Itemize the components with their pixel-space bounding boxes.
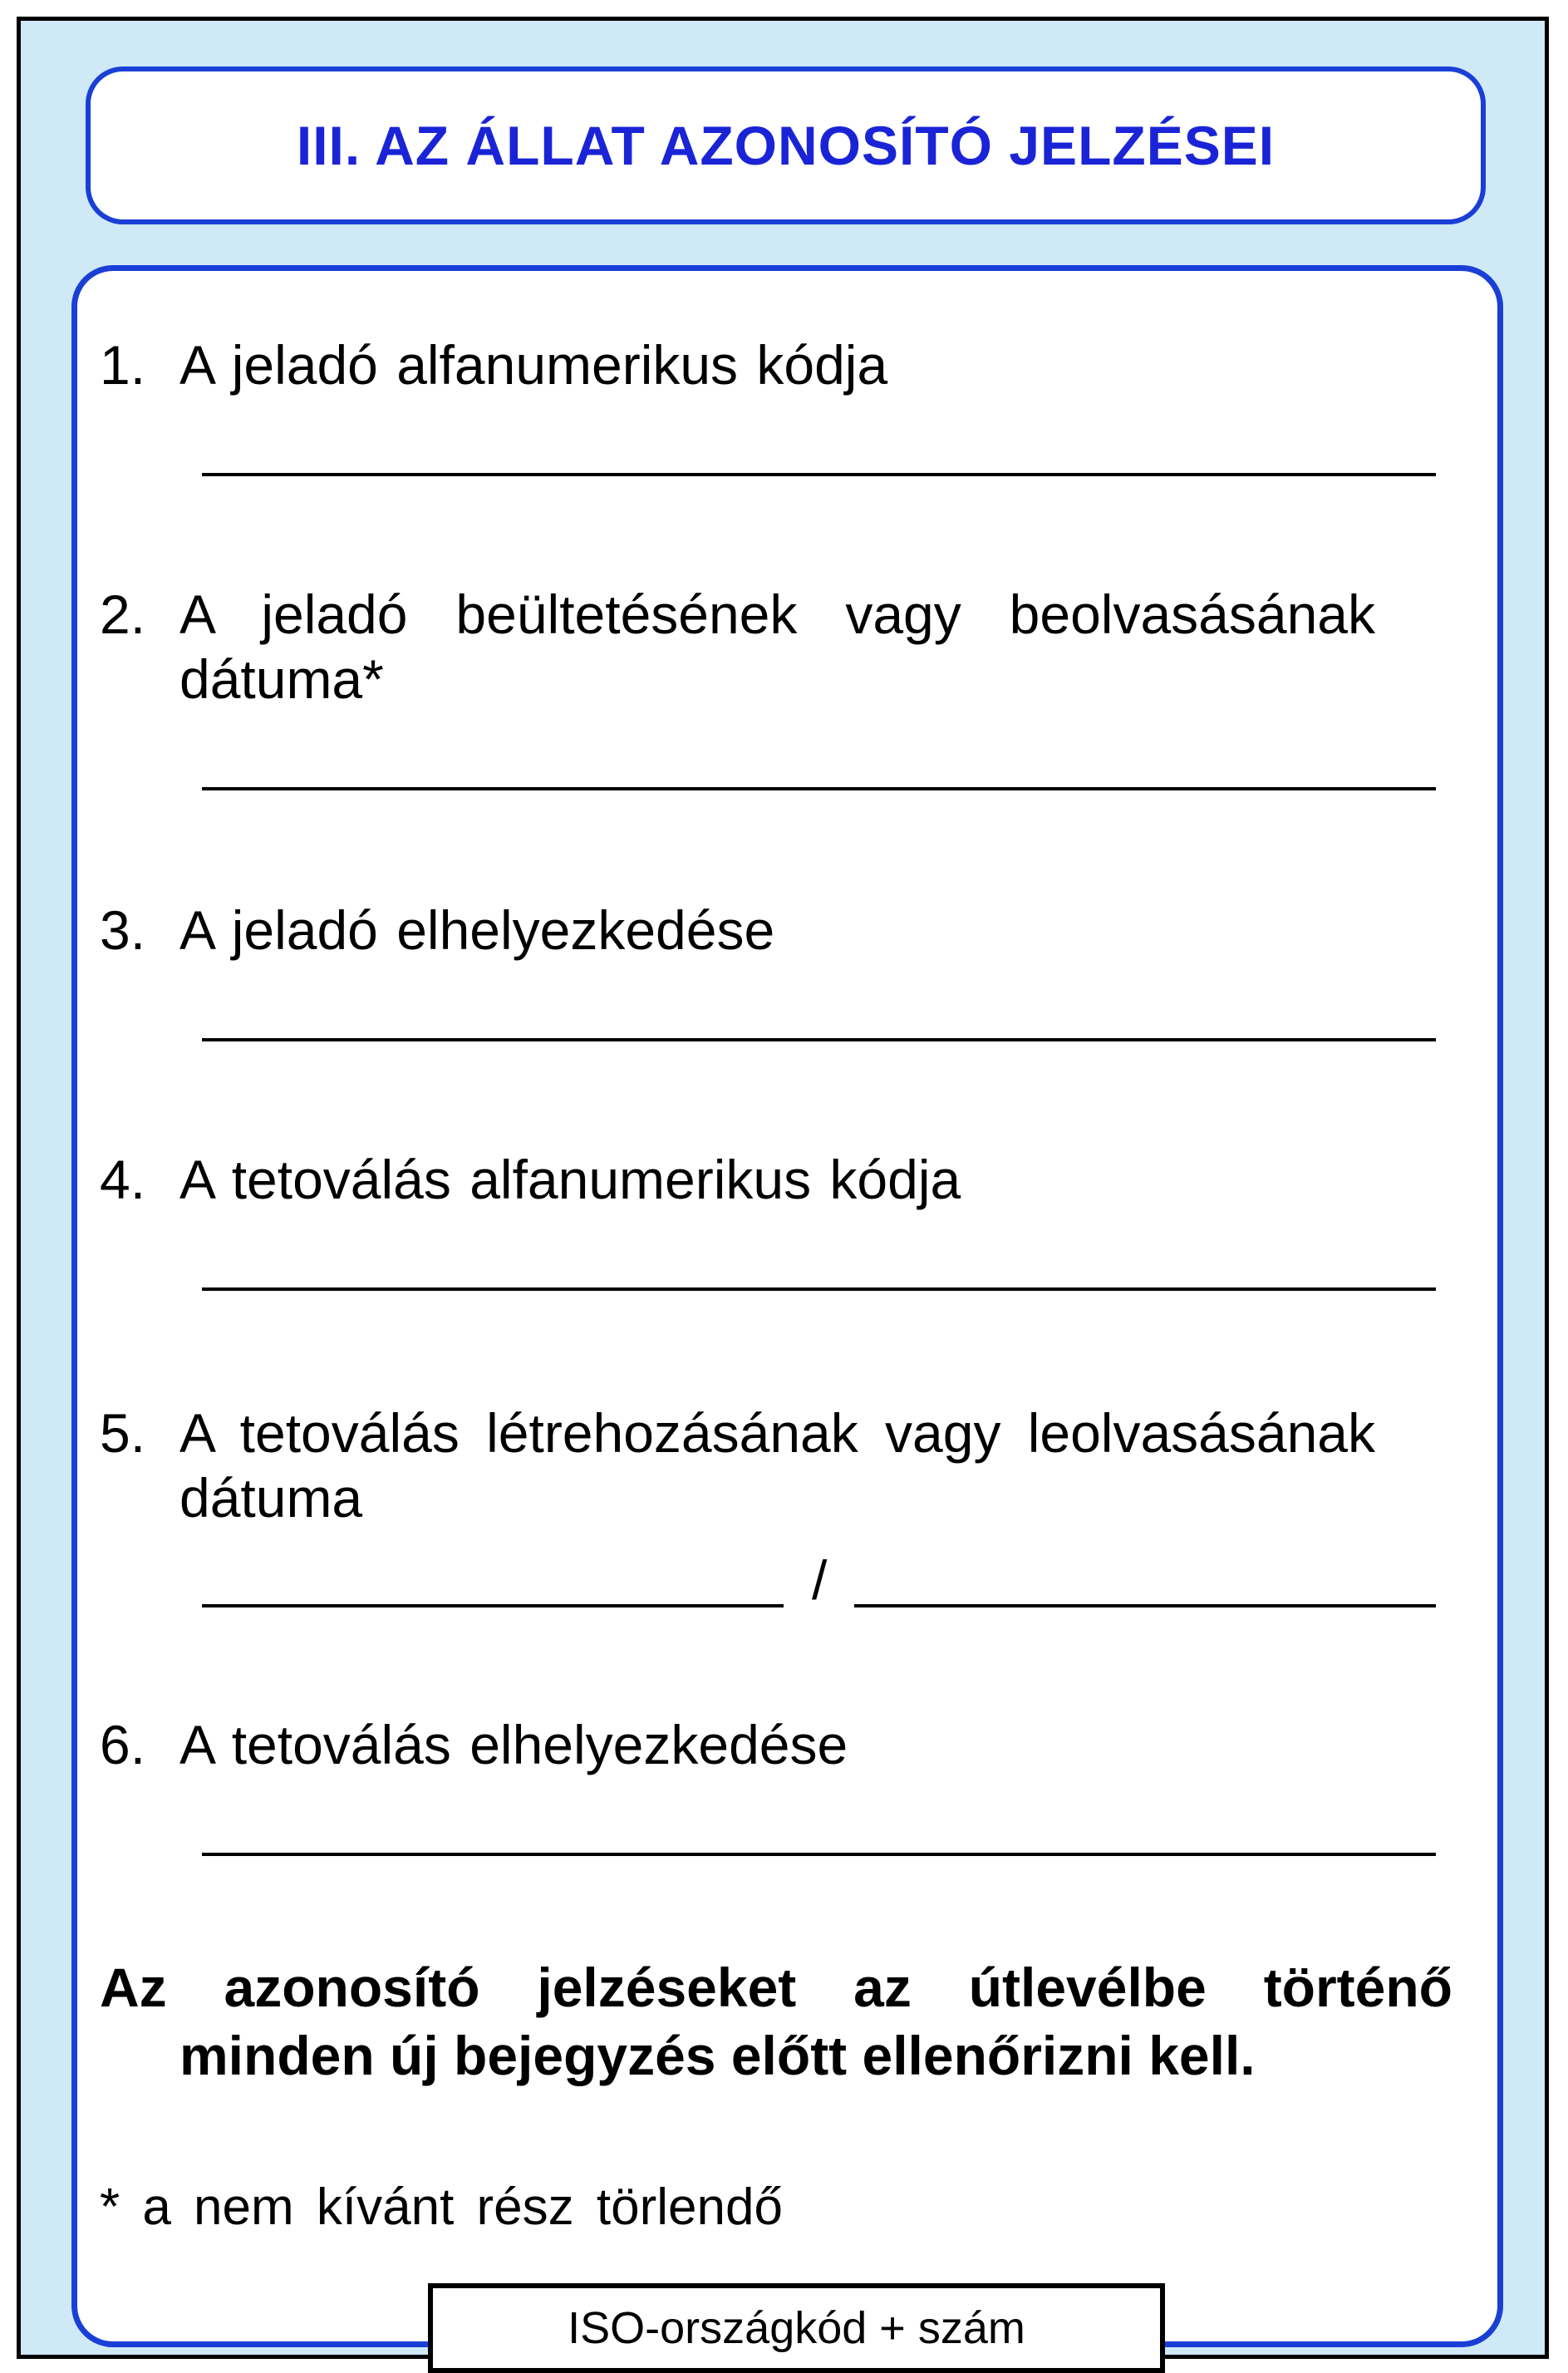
form-item-2 <box>100 582 1375 711</box>
section-title: III. AZ ÁLLAT AZONOSÍTÓ JELZÉSEI <box>296 115 1276 176</box>
form-item-5 <box>100 1401 1375 1530</box>
item-number: 6. <box>100 1714 146 1775</box>
item-number: 3. <box>100 899 146 961</box>
tattoo-date-input-line-right[interactable] <box>854 1604 1436 1607</box>
item-label: A tetoválás létrehozásának vagy leolvasásának dátuma <box>179 1402 1375 1529</box>
item-label: A jeladó alfanumerikus kódja <box>179 334 888 396</box>
form-item-1 <box>100 332 1375 397</box>
item-label: A tetoválás alfanumerikus kódja <box>179 1149 961 1210</box>
iso-code-label: ISO-országkód + szám <box>568 2303 1025 2353</box>
date-separator: / <box>812 1549 828 1611</box>
iso-code-box <box>428 2283 1165 2373</box>
item-number: 1. <box>100 334 146 396</box>
verification-notice <box>100 1953 1452 2090</box>
form-item-3 <box>100 898 1375 962</box>
item-number: 5. <box>100 1402 146 1464</box>
tattoo-date-input-line-left[interactable] <box>202 1604 784 1607</box>
transponder-location-input-line[interactable] <box>202 1038 1436 1041</box>
form-item-4 <box>100 1147 1375 1212</box>
item-number: 2. <box>100 583 146 645</box>
tattoo-code-input-line[interactable] <box>202 1287 1436 1291</box>
transponder-code-input-line[interactable] <box>202 473 1436 476</box>
footnote: * a nem kívánt rész törlendő <box>100 2179 783 2236</box>
item-label: A jeladó beültetésének vagy beolvasásának dátuma* <box>179 583 1375 710</box>
item-label: A tetoválás elhelyezkedése <box>179 1714 848 1775</box>
item-label: A jeladó elhelyezkedése <box>179 899 775 961</box>
notice-line-1: Az azonosító jelzéseket az útlevélbe történő <box>100 1957 1452 2018</box>
notice-line-2: minden új bejegyzés előtt ellenőrizni kell. <box>179 2025 1256 2086</box>
form-item-6 <box>100 1712 1375 1777</box>
tattoo-location-input-line[interactable] <box>202 1853 1436 1856</box>
passport-page <box>17 17 1549 2359</box>
transponder-date-input-line[interactable] <box>202 787 1436 790</box>
item-number: 4. <box>100 1149 146 1210</box>
section-title-box <box>86 66 1486 224</box>
